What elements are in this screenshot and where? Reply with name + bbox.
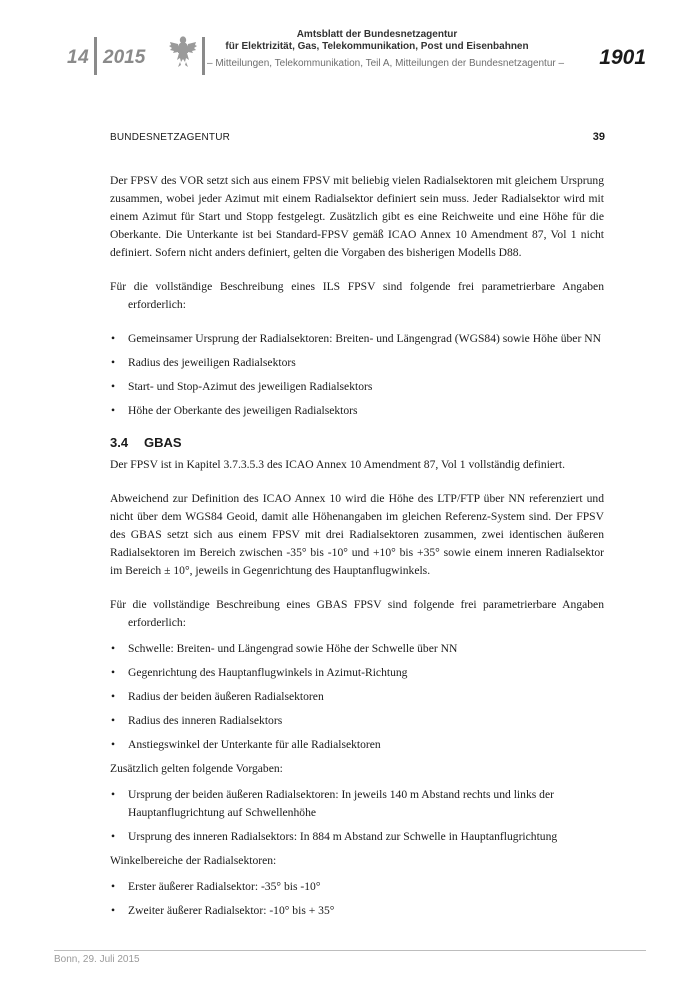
list-item: • Radius des jeweiligen Radialsektors [111, 356, 296, 369]
list-item: • Gemeinsamer Ursprung der Radialsektoren: Breiten- und Längengrad (WGS84) sowie Höhe über NN [111, 332, 601, 345]
list-item: • Anstiegswinkel der Unterkante für alle Radialsektoren [111, 738, 381, 751]
page-number: 1901 [599, 46, 646, 69]
list-item: • Zweiter äußerer Radialsektor: -10° bis + 35° [111, 904, 335, 917]
angle-ranges-list [110, 878, 604, 920]
header-divider-2 [202, 37, 205, 75]
footer-rule [54, 950, 646, 951]
list-item: • Schwelle: Breiten- und Längengrad sowie Höhe der Schwelle über NN [111, 642, 458, 655]
header-divider [94, 37, 97, 75]
list-item: • Ursprung der beiden äußeren Radialsektoren: In jeweils 140 m Abstand rechts und links der Hauptanflugrichtung auf Schwellenhöhe [111, 788, 554, 819]
gazette-title [212, 29, 542, 53]
running-head-page: 39 [592, 131, 605, 143]
list-item: • Start- und Stop-Azimut des jeweiligen Radialsektors [111, 380, 373, 393]
federal-eagle-icon [168, 33, 198, 69]
list-item: • Radius der beiden äußeren Radialsektoren [111, 690, 324, 703]
paragraph-gbas-intro: Für die vollständige Beschreibung eines GBAS FPSV sind folgende frei parametrierbare Angaben erforderlich: [110, 598, 604, 629]
list-item: • Höhe der Oberkante des jeweiligen Radialsektors [111, 404, 358, 417]
paragraph-gbas-deviation: Abweichend zur Definition des ICAO Annex 10 wird die Höhe des LTP/FTP über NN referenziert und nicht über dem WGS84 Geoid, damit alle Höhenangaben im gleichen Referenz-System sind. Der FPSV des GBAS setzt sich aus einem FPSV mit drei Radialsektoren zusammen, zwei identischen äußeren Radialsektoren im Bereich zwischen -35° bis -10° und +10° bis +35° sowie einem inneren Radialsektor im Bereich ± 10°, jeweils in Gegenrichtung des Hauptanflugwinkels. [110, 492, 604, 577]
gbas-parameter-list [110, 640, 604, 754]
list-item: • Erster äußerer Radialsektor: -35° bis -10° [111, 880, 321, 893]
paragraph-additional-rules: Zusätzlich gelten folgende Vorgaben: [110, 762, 283, 775]
issue-year: 2015 [103, 47, 146, 68]
additional-rules-list [110, 786, 604, 846]
paragraph-vor: Der FPSV des VOR setzt sich aus einem FPSV mit beliebig vielen Radialsektoren mit gleichem Ursprung zusammen, wobei jeder Azimut mit einem Radialsektor definiert sein muss. Jeder Radialsektor wird mit einem Azimut für Start und Stopp festgelegt. Zusätzlich gibt es eine Reichweite und eine Höhe für die Oberkante. Die Unterkante ist bei Standard-FPSV gemäß ICAO Annex 10 Amendment 87, Vol 1 nicht definiert. Sofern nicht anders definiert, gelten die Vorgaben des bisherigen Modells D88. [110, 174, 604, 259]
list-item: • Ursprung des inneren Radialsektors: In 884 m Abstand zur Schwelle in Hauptanflugrichtung [111, 830, 558, 843]
paragraph-gbas-definition: Der FPSV ist in Kapitel 3.7.3.5.3 des ICAO Annex 10 Amendment 87, Vol 1 vollständig definiert. [110, 458, 566, 471]
gazette-title-line-1: Amtsblatt der Bundesnetzagentur [296, 29, 458, 40]
gazette-subtitle: – Mitteilungen, Telekommunikation, Teil A, Mitteilungen der Bundesnetzagentur – [207, 58, 565, 69]
ils-parameter-list [110, 330, 604, 420]
list-item: • Gegenrichtung des Hauptanflugwinkels in Azimut-Richtung [111, 666, 408, 679]
running-head-agency: BUNDESNETZAGENTUR [110, 132, 231, 143]
document-body [110, 172, 604, 926]
paragraph-angle-ranges: Winkelbereiche der Radialsektoren: [110, 854, 277, 867]
list-item: • Radius des inneren Radialsektors [111, 714, 283, 727]
issue-number: 14 [67, 47, 90, 68]
section-heading-gbas: 3.4 GBAS [110, 435, 182, 450]
gazette-title-line-2: für Elektrizität, Gas, Telekommunikation, Post und Eisenbahnen [225, 41, 529, 52]
footer-date: Bonn, 29. Juli 2015 [54, 954, 140, 965]
paragraph-ils-intro: Für die vollständige Beschreibung eines ILS FPSV sind folgende frei parametrierbare Angaben erforderlich: [110, 280, 604, 311]
